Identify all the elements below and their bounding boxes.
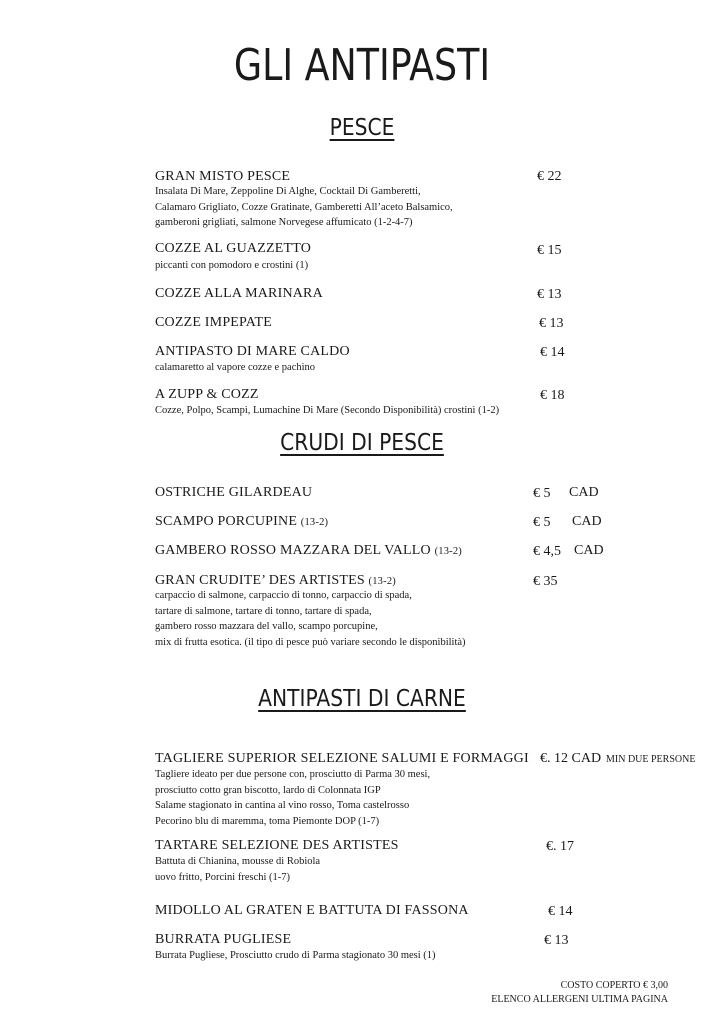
menu-item-price: € 15 xyxy=(537,243,562,258)
menu-item-price: € 35 xyxy=(533,574,558,589)
menu-item-price: € 13 xyxy=(539,316,564,331)
footer-allergens-note: ELENCO ALLERGENI ULTIMA PAGINA xyxy=(491,994,668,1005)
menu-item-price: €. 17 xyxy=(546,839,574,854)
menu-item-description: calamaretto al vapore cozze e pachino xyxy=(155,362,316,373)
menu-item-name: COZZE IMPEPATE xyxy=(155,315,273,330)
menu-item-price-unit: CAD xyxy=(574,543,604,558)
menu-item-price: € 13 xyxy=(537,287,562,302)
menu-item-name: A ZUPP & COZZ xyxy=(155,387,259,402)
menu-item-name: GRAN CRUDITE’ DES ARTISTES (13-2) xyxy=(155,573,396,588)
menu-item-price: € 14 xyxy=(548,904,573,919)
menu-item-price: €. 12 CAD xyxy=(540,751,602,766)
menu-item-description: Burrata Pugliese, Prosciutto crudo di Parma stagionato 30 mesi (1) xyxy=(155,950,436,961)
menu-item-price: € 22 xyxy=(537,169,562,184)
menu-item-name: OSTRICHE GILARDEAU xyxy=(155,485,313,500)
menu-item-description: Tagliere ideato per due persone con, prosciutto di Parma 30 mesi, prosciutto cotto gran biscotto, lardo di Colonnata IGP Salame stagionato in cantina al vino rosso, Toma castelrosso Pecorino blu di maremma, toma Piemonte DOP (1-7) xyxy=(155,769,431,827)
allergen-codes: (13-2) xyxy=(300,517,329,528)
section-heading-carne: ANTIPASTI DI CARNE xyxy=(258,686,466,712)
menu-item-name: ANTIPASTO DI MARE CALDO xyxy=(155,344,350,359)
allergen-codes: (13-2) xyxy=(434,546,463,557)
menu-item-price-unit: CAD xyxy=(569,485,599,500)
menu-item-price: € 18 xyxy=(540,388,565,403)
menu-item-price: € 4,5 xyxy=(533,544,561,559)
section-heading-crudi: CRUDI DI PESCE xyxy=(280,430,444,456)
menu-item-price: € 13 xyxy=(544,933,569,948)
menu-item-name: SCAMPO PORCUPINE (13-2) xyxy=(155,514,329,529)
menu-item-description: carpaccio di salmone, carpaccio di tonno, carpaccio di spada, tartare di salmone, tartare di tonno, tartare di spada, gambero rosso mazzara del vallo, scampo porcupine, mix di frutta esotica. (il tipo di pesce può variare secondo le disponibilità) xyxy=(155,590,466,648)
menu-item-name: GRAN MISTO PESCE xyxy=(155,169,291,184)
menu-item-name: BURRATA PUGLIESE xyxy=(155,932,292,947)
menu-item-name: COZZE ALLA MARINARA xyxy=(155,286,323,301)
menu-item-name: COZZE AL GUAZZETTO xyxy=(155,241,312,256)
menu-item-name: GAMBERO ROSSO MAZZARA DEL VALLO (13-2) xyxy=(155,543,463,558)
menu-item-name: MIDOLLO AL GRATEN E BATTUTA DI FASSONA xyxy=(155,903,469,918)
menu-item-name: TARTARE SELEZIONE DES ARTISTES xyxy=(155,838,399,853)
menu-item-description: Battuta di Chianina, mousse di Robiola uovo fritto, Porcini freschi (1-7) xyxy=(155,856,321,883)
menu-item-description: Insalata Di Mare, Zeppoline Di Alghe, Cocktail Di Gamberetti, Calamaro Grigliato, Cozze Gratinate, Gamberetti All’aceto Balsamico, gamberoni grigliati, salmone Norvegese affumicato (1-2-4-7) xyxy=(155,186,453,228)
menu-item-description: Cozze, Polpo, Scampi, Lumachine Di Mare (Secondo Disponibilità) crostini (1-2) xyxy=(155,405,500,416)
menu-item-description: piccanti con pomodoro e crostini (1) xyxy=(155,260,309,271)
menu-item-price: € 14 xyxy=(540,345,565,360)
menu-item-price-note: MIN DUE PERSONE xyxy=(606,754,696,765)
footer-cover-charge: COSTO COPERTO € 3,00 xyxy=(560,980,668,991)
page-title: GLI ANTIPASTI xyxy=(233,40,491,91)
allergen-codes: (13-2) xyxy=(368,576,396,587)
menu-item-name: TAGLIERE SUPERIOR SELEZIONE SALUMI E FORMAGGI xyxy=(155,751,529,766)
menu-item-price: € 5 xyxy=(533,486,551,501)
section-heading-pesce: PESCE xyxy=(329,115,395,141)
menu-item-price-unit: CAD xyxy=(572,514,602,529)
menu-item-price: € 5 xyxy=(533,515,551,530)
